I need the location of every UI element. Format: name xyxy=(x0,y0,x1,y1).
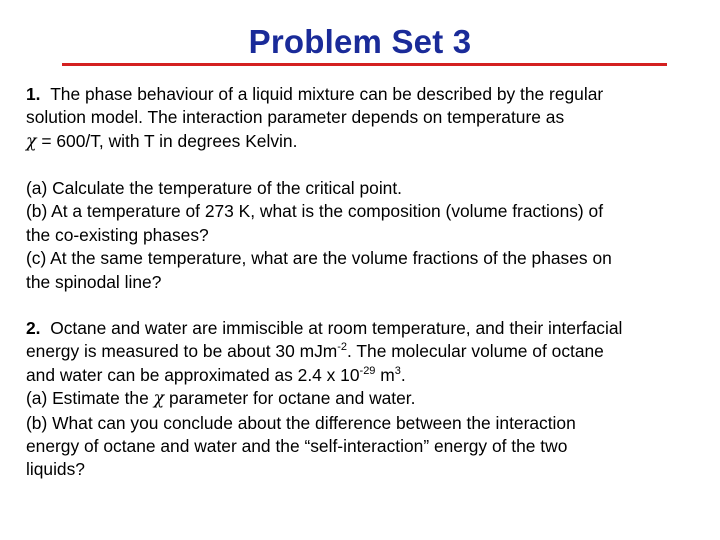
volume-text-post: . xyxy=(400,364,406,385)
problem-2-part-b-cont-2: liquids? xyxy=(26,459,85,480)
part-a-text: (a) Estimate the xyxy=(26,388,154,409)
problem-1-part-b: (b) At a temperature of 273 K, what is the composition (volume fractions) of xyxy=(26,201,604,222)
problem-1 xyxy=(26,83,716,154)
title-underline xyxy=(62,63,667,66)
problem-2-part-a xyxy=(26,387,716,411)
chi-symbol: χ xyxy=(153,389,165,410)
problem-2 xyxy=(26,317,716,482)
problem-2-part-b-cont-1: energy of octane and water and the “self-interaction” energy of the two xyxy=(26,436,568,457)
energy-text: energy is measured to be about 30 mJm xyxy=(26,341,338,362)
problem-2-line-3 xyxy=(26,364,716,387)
energy-text-post: . The molecular volume of octane xyxy=(347,341,604,362)
problem-2-part-b: (b) What can you conclude about the difference between the interaction xyxy=(26,412,576,433)
problem-1-part-a: (a) Calculate the temperature of the critical point. xyxy=(26,178,403,198)
problem-1-line-1 xyxy=(26,83,716,106)
problem-1-line-3 xyxy=(26,130,716,154)
problem-1-part-b-cont: the co-existing phases? xyxy=(26,224,209,245)
problem-2-line-1 xyxy=(26,317,716,340)
volume-exponent: -29 xyxy=(359,364,376,377)
problem-1-parts xyxy=(26,177,716,294)
problem-1-line-2: solution model. The interaction parameter depends on temperature as xyxy=(26,107,565,128)
part-a-text-post: parameter for octane and water. xyxy=(164,388,416,409)
problem-2-line-2 xyxy=(26,340,716,363)
problem-1-part-c-cont: the spinodal line? xyxy=(26,271,162,292)
problem-2-number: 2. xyxy=(26,318,41,338)
volume-unit: m xyxy=(375,364,395,385)
volume-text: and water can be approximated as 2.4 x 10 xyxy=(26,364,360,385)
problem-1-number: 1. xyxy=(26,84,41,104)
problem-2-line-1-text: Octane and water are immiscible at room temperature, and their interfacial xyxy=(50,318,623,338)
problem-1-line-3-text: = 600/T, with T in degrees Kelvin. xyxy=(36,130,298,151)
volume-unit-exponent: 3 xyxy=(394,364,401,377)
page-title: Problem Set 3 xyxy=(248,23,472,60)
chi-symbol: χ xyxy=(26,131,37,152)
problem-1-part-c: (c) At the same temperature, what are the volume fractions of the phases on xyxy=(26,248,612,269)
problem-1-line-1-text: The phase behaviour of a liquid mixture can be described by the regular xyxy=(50,84,604,104)
energy-exponent: -2 xyxy=(337,341,348,354)
